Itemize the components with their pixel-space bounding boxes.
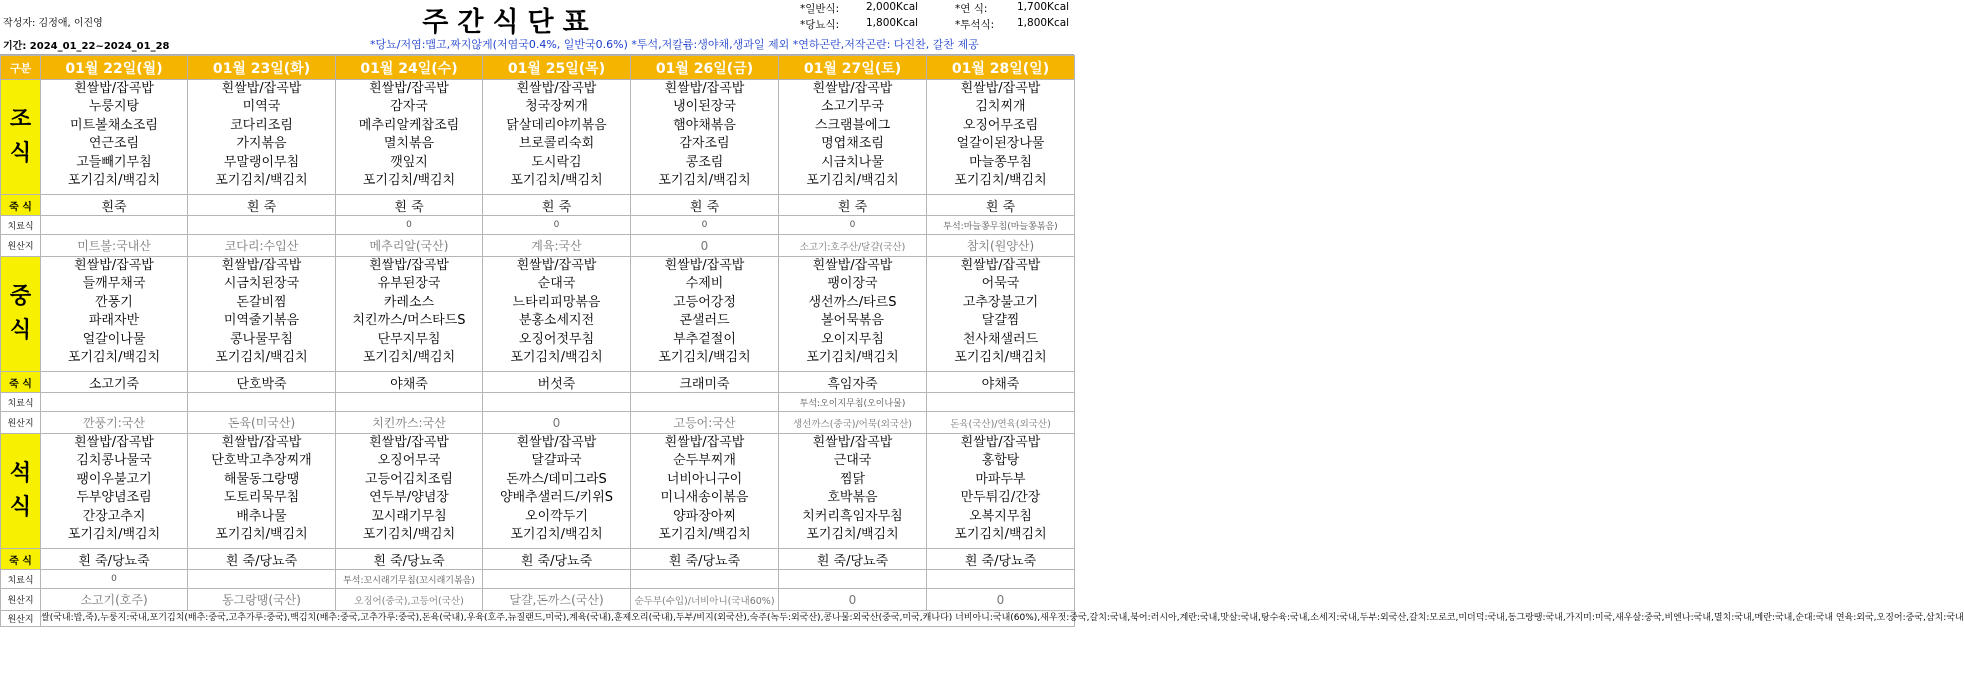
dish-item: 연근조림 xyxy=(88,136,140,152)
dish-item: 감자국 xyxy=(390,99,428,115)
porridge-cell: 흰 죽 xyxy=(927,195,1075,216)
dish-item: 해물동그랑땡 xyxy=(223,471,300,487)
day-header-row xyxy=(1,56,1075,80)
dish-item: 팽이우불고기 xyxy=(76,471,152,487)
porridge-cell: 흰 죽/당뇨죽 xyxy=(336,549,483,570)
dish-item: 미역줄기볶음 xyxy=(223,313,300,329)
dish-item: 콩조림 xyxy=(685,154,724,170)
origin-label: 원산지 xyxy=(1,611,41,627)
dish-item: 흰쌀밥/잡곡밥 xyxy=(516,81,597,96)
therapy-label: 치료식 xyxy=(1,393,41,412)
breakfast-therapy-row xyxy=(1,216,1075,235)
dish-item: 마파두부 xyxy=(975,471,1026,487)
dish-item: 포기김치/백김치 xyxy=(510,527,603,543)
dish-item: 부추겉절이 xyxy=(673,331,736,347)
origin-label: 원산지 xyxy=(1,235,41,257)
calorie-box xyxy=(780,0,1074,32)
dish-item: 흰쌀밥/잡곡밥 xyxy=(664,435,745,450)
therapy-cell xyxy=(779,570,927,589)
dish-item: 포기김치/백김치 xyxy=(954,173,1047,189)
origin-label: 원산지 xyxy=(1,589,41,611)
dish-item: 파래자반 xyxy=(88,313,140,329)
origin-cell: 깐풍기:국산 xyxy=(41,412,188,434)
dish-item: 배추나물 xyxy=(236,508,287,524)
therapy-cell xyxy=(631,393,779,412)
dish-item: 양파장아찌 xyxy=(673,508,736,524)
dish-item: 멸치볶음 xyxy=(383,136,435,152)
dish-cell xyxy=(483,434,631,549)
dish-item: 흰쌀밥/잡곡밥 xyxy=(960,258,1041,273)
dish-item: 고등어김치조림 xyxy=(365,471,453,487)
dish-item: 달걀찜 xyxy=(981,313,1020,329)
dish-item: 포기김치/백김치 xyxy=(510,173,603,189)
dish-item: 포기김치/백김치 xyxy=(362,527,456,543)
dish-cell xyxy=(336,80,483,195)
day-header: 01월 27일(토) xyxy=(779,56,927,80)
dish-item: 포기김치/백김치 xyxy=(362,350,456,366)
dish-item: 양배추샐러드/키위S xyxy=(499,490,614,506)
dish-item: 오징어젓무침 xyxy=(518,331,595,347)
dish-item: 포기김치/백김치 xyxy=(806,173,899,189)
dish-cell xyxy=(41,434,188,549)
breakfast-porridge-row xyxy=(1,195,1075,216)
dish-item: 냉이된장국 xyxy=(673,99,736,115)
dish-item: 미니새송이볶음 xyxy=(660,490,749,506)
porridge-cell: 흰 죽 xyxy=(483,195,631,216)
therapy-cell xyxy=(41,216,188,235)
dish-cell xyxy=(41,257,188,372)
origin-cell: 0 xyxy=(483,412,631,434)
dish-item: 시금치나물 xyxy=(821,154,884,170)
therapy-cell: 0 xyxy=(336,216,483,235)
dish-item: 깻잎지 xyxy=(390,154,428,170)
therapy-cell xyxy=(631,570,779,589)
dinner-origin-row xyxy=(1,589,1075,611)
dish-item: 포기김치/백김치 xyxy=(954,527,1047,543)
dish-item: 포기김치/백김치 xyxy=(67,173,161,189)
dish-cell xyxy=(631,80,779,195)
origin-cell: 순두부(수입)/너비아니(국내60%) xyxy=(631,589,779,611)
dish-cell xyxy=(336,434,483,549)
dish-item: 오징어무국 xyxy=(377,453,441,469)
page-title: 주간식단표 xyxy=(422,7,598,38)
therapy-cell xyxy=(188,393,336,412)
dish-item: 만두튀김/간장 xyxy=(960,490,1041,506)
dish-item: 순대국 xyxy=(537,276,576,292)
day-header: 01월 28일(일) xyxy=(927,56,1075,80)
day-header: 01월 24일(수) xyxy=(336,56,483,80)
origin-cell: 생선까스(중국)/어묵(외국산) xyxy=(779,412,927,434)
dish-item: 포기김치/백김치 xyxy=(510,350,603,366)
origin-cell: 소고기:호주산/달걀(국산) xyxy=(779,235,927,257)
period: 기간: 2024_01_22~2024_01_28 xyxy=(3,41,170,52)
origin-cell: 달걀,돈까스(국산) xyxy=(483,589,631,611)
therapy-cell: 0 xyxy=(483,216,631,235)
origin-cell: 0 xyxy=(779,589,927,611)
lunch-porridge-row xyxy=(1,372,1075,393)
origin-cell: 고등어:국산 xyxy=(631,412,779,434)
dish-item: 스크램블에그 xyxy=(814,117,891,133)
calorie-label: *투석식: xyxy=(955,19,995,31)
dish-cell xyxy=(779,434,927,549)
dish-item: 도시락김 xyxy=(531,154,582,170)
origin-cell: 계육:국산 xyxy=(483,235,631,257)
therapy-cell xyxy=(41,393,188,412)
dish-item: 달걀파국 xyxy=(531,453,582,469)
dish-item: 오복지무침 xyxy=(969,508,1032,524)
dish-cell xyxy=(336,257,483,372)
dish-item: 흰쌀밥/잡곡밥 xyxy=(221,258,302,273)
lunch-origin-row xyxy=(1,412,1075,434)
breakfast-dishes-row xyxy=(1,80,1075,195)
dish-item: 얼갈이나물 xyxy=(82,331,146,347)
therapy-cell xyxy=(336,393,483,412)
dinner-porridge-row xyxy=(1,549,1075,570)
day-header: 01월 26일(금) xyxy=(631,56,779,80)
dish-item: 청국장찌개 xyxy=(525,99,588,115)
dish-item: 김치찌개 xyxy=(975,99,1026,115)
dish-item: 연두부/양념장 xyxy=(369,490,449,506)
dish-item: 고들빼기무침 xyxy=(76,154,152,170)
therapy-cell: 0 xyxy=(631,216,779,235)
dish-item: 순두부찌개 xyxy=(673,453,736,469)
dish-cell xyxy=(188,257,336,372)
dish-cell xyxy=(188,80,336,195)
origin-cell: 참치(원양산) xyxy=(927,235,1075,257)
dish-item: 오이지무침 xyxy=(821,331,884,347)
dinner-label-char: 석 xyxy=(9,461,32,486)
dish-item: 단호박고추장찌개 xyxy=(211,453,312,469)
dish-item: 가지볶음 xyxy=(236,136,287,152)
dish-item: 메추리알케찹조림 xyxy=(358,117,460,133)
lunch-dishes-row xyxy=(1,257,1075,372)
dish-item: 코다리조림 xyxy=(230,117,293,133)
calorie-row xyxy=(780,1,1074,17)
dish-item: 생선까스/타르S xyxy=(808,294,897,310)
dinner-dishes-row xyxy=(1,434,1075,549)
dish-item: 천사채샐러드 xyxy=(962,331,1039,347)
dish-item: 흰쌀밥/잡곡밥 xyxy=(812,81,893,96)
porridge-cell: 소고기죽 xyxy=(41,372,188,393)
dish-item: 포기김치/백김치 xyxy=(658,527,751,543)
porridge-cell: 흰 죽/당뇨죽 xyxy=(483,549,631,570)
dish-item: 포기김치/백김치 xyxy=(67,350,161,366)
calorie-label: *일반식: xyxy=(800,3,840,15)
dish-item: 흰쌀밥/잡곡밥 xyxy=(960,81,1041,96)
dish-cell xyxy=(631,257,779,372)
origin-cell: 치킨까스:국산 xyxy=(336,412,483,434)
dish-item: 콘샐러드 xyxy=(679,313,730,329)
dish-item: 찜닭 xyxy=(839,471,866,487)
dish-item: 돈갈비찜 xyxy=(236,294,287,310)
dish-item: 카레소스 xyxy=(383,294,435,310)
dish-cell xyxy=(483,80,631,195)
dish-cell xyxy=(927,80,1075,195)
porridge-cell: 단호박죽 xyxy=(188,372,336,393)
lunch-label-char: 중 xyxy=(9,284,32,309)
origin-cell: 코다리:수입산 xyxy=(188,235,336,257)
dish-item: 수제비 xyxy=(685,276,724,292)
dish-item: 오징어무조림 xyxy=(962,117,1039,133)
dish-cell xyxy=(631,434,779,549)
origin-cell: 동그랑땡(국산) xyxy=(188,589,336,611)
porridge-cell: 흰 죽/당뇨죽 xyxy=(927,549,1075,570)
dish-cell xyxy=(779,257,927,372)
dish-item: 포기김치/백김치 xyxy=(658,350,751,366)
calorie-label: *연 식: xyxy=(955,3,988,15)
diet-notice: *당뇨/저염:맵고,짜지않게(저염국0.4%, 일반국0.6%) *투석,저칼륨:생야채,생과일 제외 *연하곤란,저작곤란: 다진찬, 갈찬 제공 xyxy=(370,38,979,51)
calorie-value: 1,800Kcal xyxy=(1017,17,1070,29)
therapy-cell: 0 xyxy=(779,216,927,235)
therapy-cell xyxy=(483,393,631,412)
day-header: 01월 25일(목) xyxy=(483,56,631,80)
dish-item: 얼갈이된장나물 xyxy=(956,136,1045,152)
dinner-therapy-row xyxy=(1,570,1075,589)
porridge-cell: 흰 죽/당뇨죽 xyxy=(41,549,188,570)
origin-cell: 소고기(호주) xyxy=(41,589,188,611)
dish-item: 소고기무국 xyxy=(821,99,884,115)
dish-item: 꼬시래기무침 xyxy=(371,508,447,524)
dish-item: 흰쌀밥/잡곡밥 xyxy=(812,435,893,450)
dish-cell xyxy=(188,434,336,549)
dish-item: 고등어강정 xyxy=(673,294,736,310)
dish-item: 포기김치/백김치 xyxy=(215,350,308,366)
dish-item: 흰쌀밥/잡곡밥 xyxy=(812,258,893,273)
porridge-cell: 야채죽 xyxy=(927,372,1075,393)
porridge-cell: 흰 죽/당뇨죽 xyxy=(779,549,927,570)
dish-item: 깐풍기 xyxy=(95,294,133,310)
dish-cell xyxy=(927,434,1075,549)
porridge-cell: 야채죽 xyxy=(336,372,483,393)
calorie-label: *당뇨식: xyxy=(800,19,840,31)
dish-item: 흰쌀밥/잡곡밥 xyxy=(960,435,1041,450)
dish-item: 포기김치/백김치 xyxy=(215,173,308,189)
porridge-cell: 버섯죽 xyxy=(483,372,631,393)
dish-item: 치킨까스/머스타드S xyxy=(352,313,466,329)
calorie-value: 1,700Kcal xyxy=(1017,1,1070,13)
dish-item: 팽이장국 xyxy=(827,276,878,292)
origin-cell: 0 xyxy=(927,589,1075,611)
dish-item: 흰쌀밥/잡곡밥 xyxy=(74,81,154,96)
dish-item: 단무지무침 xyxy=(377,331,441,347)
therapy-cell: 0 xyxy=(41,570,188,589)
therapy-cell xyxy=(483,570,631,589)
dish-item: 흰쌀밥/잡곡밥 xyxy=(369,258,449,273)
dish-item: 들깨무채국 xyxy=(82,276,146,292)
dish-cell xyxy=(927,257,1075,372)
porridge-cell: 흰죽 xyxy=(41,195,188,216)
author: 작성자: 김정애, 이진영 xyxy=(3,18,103,29)
porridge-cell: 흰 죽/당뇨죽 xyxy=(631,549,779,570)
therapy-cell xyxy=(927,393,1075,412)
dish-item: 치커리흑임자무침 xyxy=(802,508,903,524)
lunch-label xyxy=(1,257,41,372)
dish-cell xyxy=(41,80,188,195)
dish-item: 마늘쫑무침 xyxy=(969,154,1032,170)
dish-item: 흰쌀밥/잡곡밥 xyxy=(516,435,597,450)
dish-item: 호박볶음 xyxy=(827,490,878,506)
origin-cell: 0 xyxy=(631,235,779,257)
dish-item: 햄야채볶음 xyxy=(673,117,736,133)
menu-table xyxy=(0,55,1964,627)
breakfast-label-char: 식 xyxy=(9,141,32,166)
dish-cell xyxy=(483,257,631,372)
porridge-cell: 흰 죽 xyxy=(336,195,483,216)
porridge-label: 죽 식 xyxy=(1,549,41,570)
lunch-label-char: 식 xyxy=(9,318,32,343)
dish-item: 홍합탕 xyxy=(981,453,1020,469)
therapy-cell: 투석:마늘쫑무침(마늘쫑볶음) xyxy=(927,216,1075,235)
porridge-cell: 크래미죽 xyxy=(631,372,779,393)
dish-item: 흰쌀밥/잡곡밥 xyxy=(664,258,745,273)
origin-cell: 돈육(미국산) xyxy=(188,412,336,434)
dish-item: 포기김치/백김치 xyxy=(215,527,308,543)
dish-item: 분홍소세지전 xyxy=(518,313,595,329)
header xyxy=(0,0,1074,55)
dish-item: 흰쌀밥/잡곡밥 xyxy=(664,81,745,96)
origin-label: 원산지 xyxy=(1,412,41,434)
therapy-cell xyxy=(927,570,1075,589)
therapy-label: 치료식 xyxy=(1,570,41,589)
dish-item: 유부된장국 xyxy=(377,276,441,292)
dish-item: 느타리피망볶음 xyxy=(512,294,601,310)
dinner-label-char: 식 xyxy=(9,495,32,520)
dish-item: 흰쌀밥/잡곡밥 xyxy=(369,435,449,450)
dish-item: 미역국 xyxy=(242,99,281,115)
dish-item: 간장고추지 xyxy=(82,508,146,524)
porridge-label: 죽 식 xyxy=(1,372,41,393)
dish-item: 포기김치/백김치 xyxy=(362,173,456,189)
dish-item: 김치콩나물국 xyxy=(76,453,152,469)
dish-item: 브로콜리숙회 xyxy=(518,136,595,152)
porridge-cell: 흰 죽 xyxy=(631,195,779,216)
dish-item: 오이깍두기 xyxy=(525,508,588,524)
dish-item: 두부양념조림 xyxy=(76,490,152,506)
dish-item: 명엽채조림 xyxy=(821,136,884,152)
dish-cell xyxy=(779,80,927,195)
dish-item: 감자조림 xyxy=(679,136,730,152)
lunch-therapy-row xyxy=(1,393,1075,412)
dish-item: 포기김치/백김치 xyxy=(806,350,899,366)
dish-item: 흰쌀밥/잡곡밥 xyxy=(221,435,302,450)
porridge-label: 죽 식 xyxy=(1,195,41,216)
breakfast-label xyxy=(1,80,41,195)
dish-item: 포기김치/백김치 xyxy=(954,350,1047,366)
porridge-cell: 흰 죽 xyxy=(188,195,336,216)
dinner-label xyxy=(1,434,41,549)
day-header: 01월 22일(월) xyxy=(41,56,188,80)
dish-item: 시금치된장국 xyxy=(223,276,300,292)
dish-item: 콩나물무침 xyxy=(230,331,293,347)
gubun-header: 구분 xyxy=(1,56,41,80)
calorie-value: 1,800Kcal xyxy=(866,17,919,29)
porridge-cell: 흑임자죽 xyxy=(779,372,927,393)
calorie-value: 2,000Kcal xyxy=(866,1,919,13)
dish-item: 흰쌀밥/잡곡밥 xyxy=(221,81,302,96)
dish-item: 흰쌀밥/잡곡밥 xyxy=(74,258,154,273)
footer-origin-row xyxy=(1,611,1075,627)
dish-item: 닭살데리야끼볶음 xyxy=(506,117,607,133)
dish-item: 고추장불고기 xyxy=(962,294,1039,310)
calorie-row xyxy=(780,17,1074,33)
dish-item: 무말랭이무침 xyxy=(223,154,300,170)
therapy-cell xyxy=(188,570,336,589)
therapy-label: 치료식 xyxy=(1,216,41,235)
dish-item: 도토리묵무침 xyxy=(223,490,300,506)
dish-item: 포기김치/백김치 xyxy=(806,527,899,543)
dish-item: 포기김치/백김치 xyxy=(658,173,751,189)
origin-cell: 미트볼:국내산 xyxy=(41,235,188,257)
breakfast-origin-row xyxy=(1,235,1075,257)
dish-item: 흰쌀밥/잡곡밥 xyxy=(74,435,154,450)
origin-cell: 메추리알(국산) xyxy=(336,235,483,257)
dish-item: 흰쌀밥/잡곡밥 xyxy=(516,258,597,273)
dish-item: 어묵국 xyxy=(981,276,1020,292)
origin-cell: 오징어(중국),고등어(국산) xyxy=(336,589,483,611)
dish-item: 근대국 xyxy=(833,453,872,469)
dish-item: 포기김치/백김치 xyxy=(67,527,161,543)
therapy-cell xyxy=(188,216,336,235)
porridge-cell: 흰 죽/당뇨죽 xyxy=(188,549,336,570)
dish-item: 돈까스/데미그라S xyxy=(506,471,607,487)
origin-cell: 돈육(국산)/연육(외국산) xyxy=(927,412,1075,434)
dish-item: 미트볼채소조림 xyxy=(70,117,158,133)
day-header: 01월 23일(화) xyxy=(188,56,336,80)
dish-item: 너비아니구이 xyxy=(666,471,743,487)
dish-item: 볼어묵볶음 xyxy=(821,313,884,329)
dish-item: 흰쌀밥/잡곡밥 xyxy=(369,81,449,96)
footer-origin-text: 쌀(국내:밥,죽),누룽지:국내,포기김치(배추:중국,고추가루:중국),백김치(배추:중국,고추가루:중국),돈육(국내),우육(호주,뉴질랜드,미국),계육(국내),훈제오리(국내),두부/비지(외국산),숙주(녹두:외국산),콩나물:외국산(중국,미국,캐나다) 너비아니:국내(60%),새우젓:중국,갈치:국내,북어:러시아,계란:국내,맛살:국내,탕수육:국내,소세지:국내,두부:외국산,갈치:모로코,미더덕:국내,동그랑땡:국내,가지미:미국,새우살:중국,비엔나:국내,멸치:국내,메란:국내,순대:국내 연육:외국,오징어:중국,삼치:국내 xyxy=(41,611,1075,627)
dish-item: 누룽지탕 xyxy=(88,99,140,115)
therapy-cell: 투석:오이지무침(오이나물) xyxy=(779,393,927,412)
breakfast-label-char: 조 xyxy=(9,107,32,132)
therapy-cell: 투석:꼬시래기무침(꼬시래기볶음) xyxy=(336,570,483,589)
porridge-cell: 흰 죽 xyxy=(779,195,927,216)
